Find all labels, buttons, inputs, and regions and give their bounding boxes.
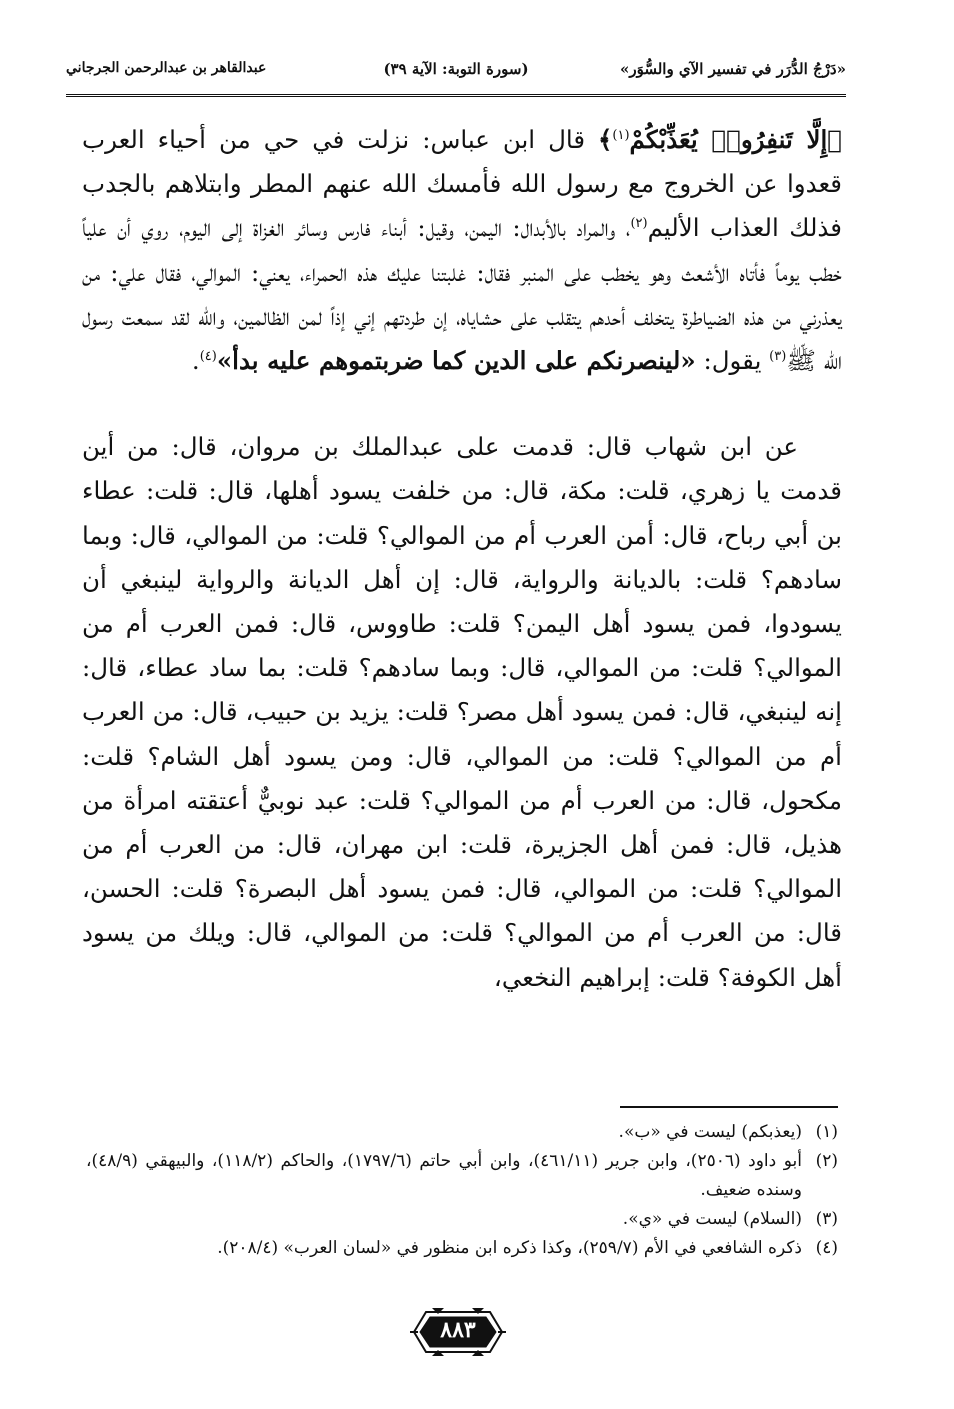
page-number-badge — [410, 1306, 506, 1358]
footnote-number: (٣) — [815, 1209, 838, 1229]
footnote-number: (٤) — [815, 1238, 838, 1258]
footnote-divider — [620, 1106, 838, 1108]
footnote-ref-4: (٤) — [199, 348, 217, 364]
quran-verse: ﴿إِلَّا تَنفِرُوا۟ يُعَذِّبْكُمْ — [629, 125, 842, 154]
running-header — [66, 52, 846, 88]
footnote-ref-1: (١) — [612, 127, 630, 143]
footnote-text: (السلام) ليست في «ي». — [622, 1209, 802, 1229]
hadith-quote: «لينصرنكم على الدين كما ضربتموهم عليه بدأ» — [216, 346, 696, 376]
main-text — [82, 118, 842, 1000]
footnote-3 — [86, 1205, 838, 1234]
footnote-1 — [86, 1118, 838, 1147]
footnote-text: ذكره الشافعي في الأم (٢٥٩/٧)، وكذا ذكره ابن منظور في «لسان العرب» (٢٠٨/٤). — [217, 1238, 802, 1258]
paragraph-1-text-b: ، والمراد بالأبدال: اليمن، وقيل: أبناء فارس وسائر الغزاة إلى اليوم، روي أن علياً خطب يوماً فأتاه الأشعث وهو يخطب على المنبر فقال: غلبتنا عليك هذه الحمراء، يعني: الموالي، فقال علي: من يعذرني من هذه الضياطرة يتخلف أحدهم يتقلب على حشاياه، إن طردتهم إني إذاً لمن الظالمين، والله لقد سمعت رسول الله ﷺ — [82, 213, 842, 376]
page-number: ٨٨٣ — [440, 1317, 476, 1343]
footnote-text: أبو داود (٢٥٠٦)، وابن جرير (٤٦١/١١)، وابن أبي حاتم (١٧٩٧/٦)، والحاكم (١١٨/٢)، والبيهقي (٤٨/٩)، وسنده ضعيف. — [86, 1151, 802, 1200]
footnote-text: (يعذبكم) ليست في «ب». — [618, 1122, 802, 1142]
paragraph-1-text-a: قال ابن عباس: نزلت في حي من أحياء العرب قعدوا عن الخروج مع رسول الله فأمسك الله عنهم المطر وابتلاهم بالجدب فذلك العذاب الأليم — [82, 125, 842, 243]
paragraph-1-text-d: . — [191, 346, 200, 376]
footnote-ref-3: (٣) — [769, 348, 787, 364]
footnote-ref-2: (٢) — [630, 216, 648, 232]
footnote-number: (١) — [815, 1122, 838, 1142]
footnotes — [86, 1118, 838, 1263]
surah-reference: (سورة التوبة: الآية ٣٩) — [383, 60, 529, 78]
header-divider — [66, 94, 846, 97]
paragraph-2: عن ابن شهاب قال: قدمت على عبدالملك بن مروان، قال: من أين قدمت يا زهري، قلت: مكة، قال: من خلفت يسود أهلها، قال: قلت: عطاء بن أبي رباح، قال: أمن العرب أم من الموالي؟ قلت: من الموالي، قال: وبما سادهم؟ قلت: بالديانة والرواية، قال: إن أهل الديانة والرواية لينبغي أن يسودوا، فمن يسود أهل اليمن؟ قلت: طاووس، قال: فمن العرب أم من الموالي؟ قلت: من الموالي، قال: وبما سادهم؟ قلت: بما ساد عطاء، قال: إنه لينبغي، قال: فمن يسود أهل مصر؟ قلت: يزيد بن حبيب، قال: من العرب أم من الموالي؟ قلت: من الموالي، قال: ومن يسود أهل الشام؟ قلت: مكحول، قال: من العرب أم من الموالي؟ قلت: عبد نوبيٌّ أعتقته امرأة من هذيل، قال: فمن أهل الجزيرة، قلت: ابن مهران، قال: من العرب أم من الموالي؟ قلت: من الموالي، قال: فمن يسود أهل البصرة؟ قلت: الحسن، قال: من العرب أم من الموالي؟ قلت: من الموالي، قال: ويلك من يسود أهل الكوفة؟ قلت: إبراهيم النخعي، — [82, 432, 842, 992]
footnote-2 — [86, 1147, 838, 1205]
quran-verse-close: ﴾ — [598, 125, 613, 154]
book-title: «دَرْجُ الدُّرَر في تفسير الآي والسُّوَر» — [619, 60, 846, 78]
paragraph-1-text-c: يقول: — [695, 346, 770, 376]
footnote-4 — [86, 1234, 838, 1263]
footnote-number: (٢) — [815, 1151, 838, 1171]
author-name: عبدالقاهر بن عبدالرحمن الجرجاني — [66, 60, 267, 76]
paragraph-1 — [82, 118, 842, 383]
